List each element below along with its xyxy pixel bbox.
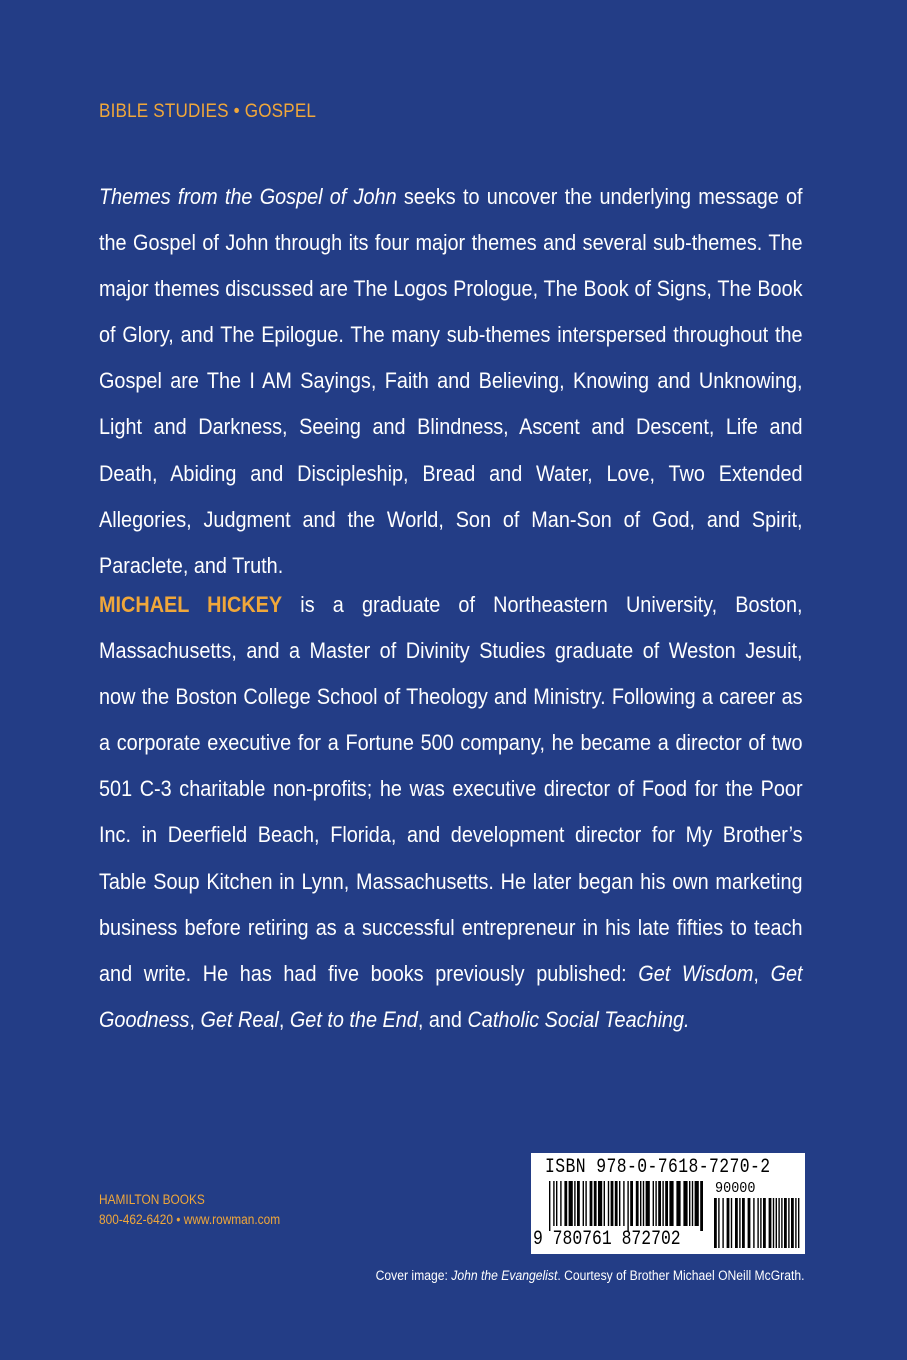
barcode-bar <box>564 1181 567 1226</box>
barcode-bar <box>722 1198 723 1248</box>
barcode-bar <box>763 1198 766 1248</box>
barcode-bar <box>590 1181 593 1226</box>
barcode-bar <box>574 1181 575 1226</box>
barcode-bar <box>585 1181 586 1226</box>
barcode-bar <box>683 1181 687 1226</box>
barcode-bar <box>549 1181 550 1231</box>
separator: , <box>189 1006 201 1032</box>
barcode-bar <box>788 1198 789 1248</box>
barcode-bar <box>630 1181 633 1226</box>
bio-text: is a graduate of Northeastern University, Boston, Massachusetts, and a Master of Divinity Studies graduate of Weston Jesuit, now the Boston College School of Theology and Ministry. Following a career as a corporate executive for a Fortune 500 company, he became a director of two 501 C-3 charitable non-profits; he was executive director of Food for the Poor Inc. in Deerfield Beach, Florida, and development director for My Brother’s Table Soup Kitchen in Lynn, Massachusetts. He later began his own marketing business before retiring as a successful entrepreneur in his late fifties to teach and write. He has had five books previously published: <box>99 592 803 986</box>
barcode-bar <box>608 1181 609 1226</box>
publisher-info <box>99 1190 280 1230</box>
barcode-bar <box>735 1198 738 1248</box>
barcode-bar <box>753 1198 754 1248</box>
barcode-bar <box>665 1181 668 1226</box>
isbn-number: ISBN 978-0-7618-7270-2 <box>545 1156 771 1179</box>
barcode-bar <box>646 1181 650 1226</box>
barcode-bar <box>640 1181 641 1226</box>
barcode-bar <box>619 1181 620 1226</box>
barcode-bar <box>695 1181 699 1226</box>
barcode-bar <box>778 1198 779 1248</box>
barcode-bar <box>615 1181 618 1226</box>
barcode-bar <box>627 1181 628 1231</box>
barcode-bar <box>689 1181 690 1226</box>
barcode-bar <box>769 1198 772 1248</box>
barcode-bar <box>636 1181 639 1226</box>
barcode-bar <box>791 1198 794 1248</box>
publisher-name: HAMILTON BOOKS <box>99 1192 205 1207</box>
barcode-bar <box>604 1181 605 1226</box>
barcode-bar <box>748 1198 751 1248</box>
separator: , and <box>417 1006 468 1032</box>
barcode-bar <box>556 1181 557 1226</box>
barcode-bar <box>760 1198 761 1248</box>
barcode-bar <box>718 1198 719 1248</box>
book-title: Themes from the Gospel of John <box>99 184 397 209</box>
barcode-bar <box>655 1181 656 1226</box>
book-description <box>99 174 803 589</box>
credit-prefix: Cover image: <box>375 1268 451 1283</box>
barcode-bar <box>731 1198 732 1248</box>
isbn-barcode <box>531 1153 805 1254</box>
separator: , <box>753 960 771 986</box>
barcode-bar <box>776 1198 777 1248</box>
barcode-bar <box>658 1181 661 1226</box>
previous-book: Get Real <box>200 1006 279 1032</box>
barcode-digits: 9 780761 872702 <box>533 1228 681 1251</box>
category-label: BIBLE STUDIES • GOSPEL <box>99 101 317 122</box>
barcode-bar <box>795 1198 796 1248</box>
barcode-bar <box>781 1198 782 1248</box>
barcode-bar <box>714 1198 717 1248</box>
previous-book: Get to the End <box>289 1006 418 1032</box>
separator: , <box>278 1006 290 1032</box>
previous-book: Catholic Social Teaching. <box>467 1006 690 1032</box>
previous-book: Get Wisdom <box>638 960 754 986</box>
credit-suffix: . Courtesy of Brother Michael ONeill McGrath. <box>556 1268 804 1283</box>
cover-image-title: John the Evangelist <box>450 1268 557 1283</box>
barcode-bar <box>643 1181 644 1226</box>
barcode-bar <box>662 1181 663 1226</box>
barcode-bar <box>598 1181 602 1226</box>
barcode-bar <box>560 1181 561 1226</box>
author-bio <box>99 582 803 1043</box>
barcode-bar <box>773 1198 774 1248</box>
publisher-contact: 800-462-6420 • www.rowman.com <box>99 1212 281 1227</box>
barcode-bar <box>727 1198 730 1248</box>
barcode-bar <box>611 1181 614 1226</box>
barcode-bar <box>798 1198 799 1248</box>
barcode-bar <box>569 1181 573 1226</box>
cover-image-credit <box>375 1268 804 1283</box>
barcode-addon-digits: 90000 <box>715 1180 756 1197</box>
barcode-bar <box>700 1181 703 1231</box>
previous-book: Get Goodness <box>99 960 803 1032</box>
barcode-bar <box>594 1181 597 1226</box>
barcode-bar <box>577 1181 580 1226</box>
barcode-bar <box>739 1198 740 1248</box>
barcode-bar <box>757 1198 758 1248</box>
barcode-bar <box>553 1181 554 1226</box>
barcode-bar <box>623 1181 624 1226</box>
barcode-bar <box>692 1181 693 1226</box>
author-name: MICHAEL HICKEY <box>99 592 283 617</box>
description-text: seeks to uncover the underlying message of the Gospel of John through its four major themes and several sub-themes. The major themes discussed are The Logos Prologue, The Book of Signs, The Book of Glory, and The Epilogue. The many sub-themes interspersed throughout the Gospel are The I AM Sayings, Faith and Believing, Knowing and Unknowing, Light and Darkness, Seeing and Blindness, Ascent and Descent, Life and Death, Abiding and Discipleship, Bread and Water, Love, Two Extended Allegories, Judgment and the World, Son of Man-Son of God, and Spirit, Paraclete, and Truth. <box>99 184 803 578</box>
barcode-bar <box>676 1181 680 1226</box>
barcode-bar <box>784 1198 787 1248</box>
barcode-bar <box>583 1181 584 1226</box>
barcode-bar <box>742 1198 745 1248</box>
barcode-bar <box>653 1181 654 1226</box>
barcode-bar <box>669 1181 673 1226</box>
